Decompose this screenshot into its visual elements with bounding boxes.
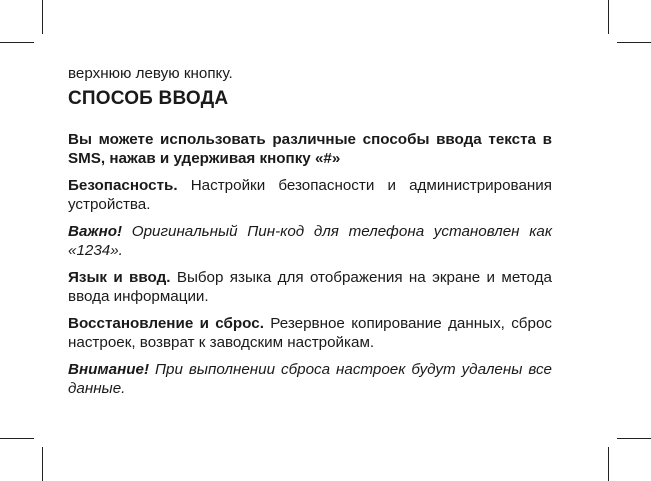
- paragraph-text: Выбор языка для отображения на экране и метода ввода информации.: [68, 269, 552, 305]
- paragraph-text: Оригинальный Пин-код для телефона установлен как «1234».: [68, 223, 552, 259]
- crop-mark-bottom-left-vertical: [42, 447, 43, 481]
- intro-paragraph: Вы можете использовать различные способы ввода текста в SMS, нажав и удерживая кнопку «#»: [68, 131, 552, 167]
- crop-mark-top-left-vertical: [42, 0, 43, 34]
- paragraph-important-note: [68, 222, 552, 260]
- paragraph-text: Настройки безопасности и администрирования устройства.: [68, 177, 552, 213]
- crop-mark-top-right-horizontal: [617, 42, 651, 43]
- crop-mark-bottom-right-horizontal: [617, 438, 651, 439]
- paragraph-text: Резервное копирование данных, сброс настроек, возврат к заводским настройкам.: [68, 315, 552, 351]
- paragraph-label: Язык и ввод.: [68, 269, 171, 286]
- paragraph-label: Внимание!: [68, 361, 150, 378]
- crop-mark-bottom-right-vertical: [608, 447, 609, 481]
- page-content: [68, 64, 552, 406]
- paragraph-security: [68, 176, 552, 214]
- paragraph-label: Восстановление и сброс.: [68, 315, 264, 332]
- paragraph-label: Важно!: [68, 223, 123, 240]
- section-heading: СПОСОБ ВВОДА: [68, 88, 229, 109]
- paragraph-text: При выполнении сброса настроек будут удалены все данные.: [68, 361, 552, 397]
- crop-mark-top-left-horizontal: [0, 42, 34, 43]
- paragraph-label: Безопасность.: [68, 177, 178, 194]
- continuation-text: верхнюю левую кнопку.: [68, 65, 233, 82]
- paragraph-backup-reset: [68, 314, 552, 352]
- paragraph-warning-note: [68, 360, 552, 398]
- paragraph-language-input: [68, 268, 552, 306]
- crop-mark-top-right-vertical: [608, 0, 609, 34]
- crop-mark-bottom-left-horizontal: [0, 438, 34, 439]
